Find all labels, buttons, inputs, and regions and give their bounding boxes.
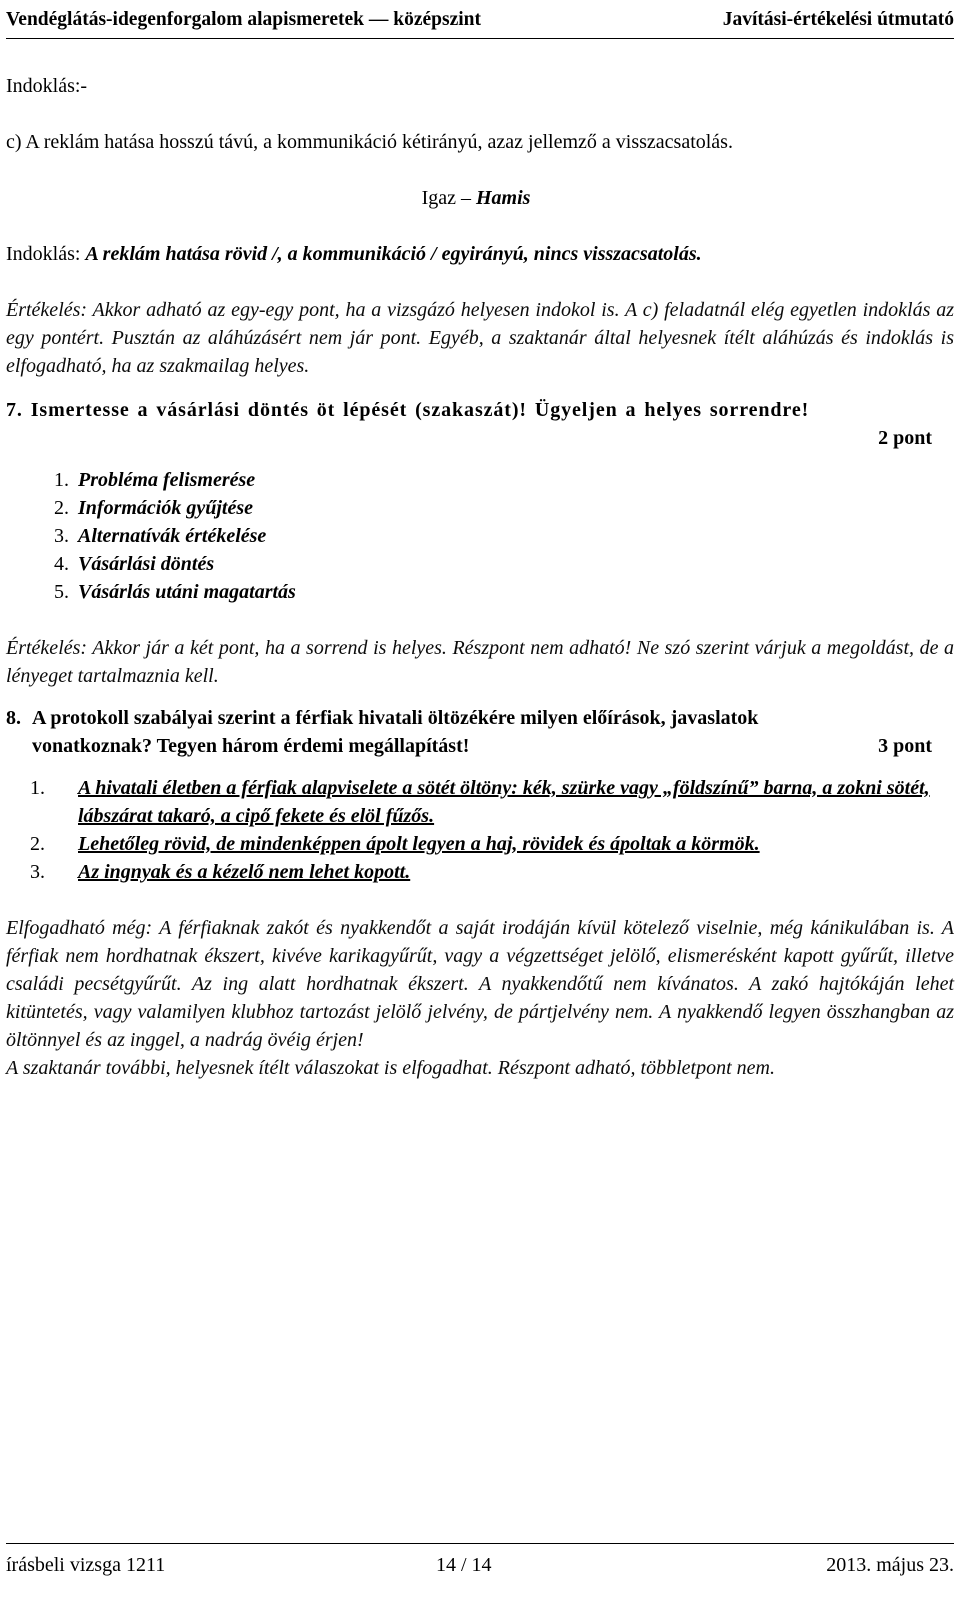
list-item: 1. Probléma felismerése bbox=[54, 469, 256, 491]
reason-label: Indoklás: bbox=[6, 243, 81, 265]
answers-list bbox=[6, 774, 954, 886]
evaluation-6: Értékelés: Akkor adható az egy-egy pont, ha a vizsgázó helyesen indokol is. A c) feladatnál elég egyetlen indoklás az egy pontért. Pusztán az aláhúzásért nem jár pont. Egyéb, a szaktanár által helyesnek ítélt aláhúzás és indoklás is elfogadható, ha az szakmailag helyes. bbox=[6, 299, 954, 377]
question-8-line2: vonatkoznak? Tegyen három érdemi megállapítást! bbox=[32, 735, 470, 757]
reason-line bbox=[6, 240, 954, 268]
header-rule bbox=[6, 38, 954, 39]
indoklas-label: Indoklás:- bbox=[6, 75, 88, 97]
question-8-line1: A protokoll szabályai szerint a férfiak hivatali öltözékére milyen előírások, javaslatok bbox=[32, 707, 759, 729]
question-8-number: 8. bbox=[6, 707, 21, 729]
question-7: 7. Ismertesse a vásárlási döntés öt lépését (szakaszát)! Ügyeljen a helyes sorrendre! bbox=[6, 399, 810, 421]
header-subject: Vendéglátás-idegenforgalom alapismeretek — középszint bbox=[6, 9, 482, 30]
header-guide-title: Javítási-értékelési útmutató bbox=[722, 9, 954, 30]
purchase-steps-list bbox=[6, 466, 954, 606]
question-8 bbox=[6, 704, 954, 760]
question-7-points: 2 pont bbox=[878, 427, 932, 449]
list-item: 4. Vásárlási döntés bbox=[54, 553, 215, 575]
list-item: 2. Lehetőleg rövid, de mindenképpen ápolt legyen a haj, rövidek és ápoltak a körmök. bbox=[30, 833, 760, 855]
page-header bbox=[6, 6, 954, 36]
statement-c: c) A reklám hatása hosszú távú, a kommunikáció kétirányú, azaz jellemző a visszacsatolás. bbox=[6, 131, 733, 153]
accepted-answers: Elfogadható még: A férfiaknak zakót és nyakkendőt a saját irodáján kívül kötelező viselnie, még kánikulában is. A férfiak nem hordhatnak ékszert, kivéve karikagyűrűt, vagy a végzettséget jelölő, elismerésként kapott gyűrűt, illetve családi pecsétgyűrűt. Az ing alatt hordhatnak ékszert. A nyakkendőtű nem kívánatos. A zakó hajtókáján lehet kitüntetés, vagy valamilyen klubhoz tartozást jelölő jelvény, de pártjelvény nem. A nyakkendő legyen összhangban az öltönnyel és az inggel, a nadrág övéig érjen! bbox=[6, 917, 954, 1051]
footer-rule bbox=[6, 1543, 954, 1544]
question-8-points: 3 pont bbox=[878, 735, 932, 757]
page-footer bbox=[6, 1551, 954, 1581]
true-false-choice bbox=[6, 184, 954, 212]
choice-igaz: Igaz bbox=[421, 187, 456, 209]
list-item: 3. Alternatívák értékelése bbox=[54, 525, 267, 547]
list-item: 5. Vásárlás utáni magatartás bbox=[54, 581, 296, 603]
list-item: 1. A hivatali életben a férfiak alapviselete a sötét öltöny: kék, szürke vagy „földszínű” barna, a zokni sötét, lábszárat takaró, a cipő fekete és elöl fűzős. bbox=[30, 777, 930, 827]
evaluation-7: Értékelés: Akkor jár a két pont, ha a sorrend is helyes. Részpont nem adható! Ne szó szerint várjuk a megoldást, de a lényeget tartalmaznia kell. bbox=[6, 637, 954, 687]
footer-date: 2013. május 23. bbox=[826, 1554, 954, 1576]
reason-text: A reklám hatása rövid /, a kommunikáció / egyirányú, nincs visszacsatolás. bbox=[85, 243, 702, 265]
footer-page-number: 14 / 14 bbox=[436, 1554, 492, 1576]
list-item: 2. Információk gyűjtése bbox=[54, 497, 253, 519]
list-item: 3. Az ingnyak és a kézelő nem lehet kopott. bbox=[30, 861, 411, 883]
teacher-note: A szaktanár további, helyesnek ítélt válaszokat is elfogadhat. Részpont adható, többletpont nem. bbox=[6, 1057, 775, 1079]
page-content bbox=[6, 72, 954, 1082]
footer-exam-id: írásbeli vizsga 1211 bbox=[6, 1554, 166, 1576]
choice-dash: – bbox=[460, 187, 471, 209]
choice-hamis: Hamis bbox=[475, 187, 531, 209]
